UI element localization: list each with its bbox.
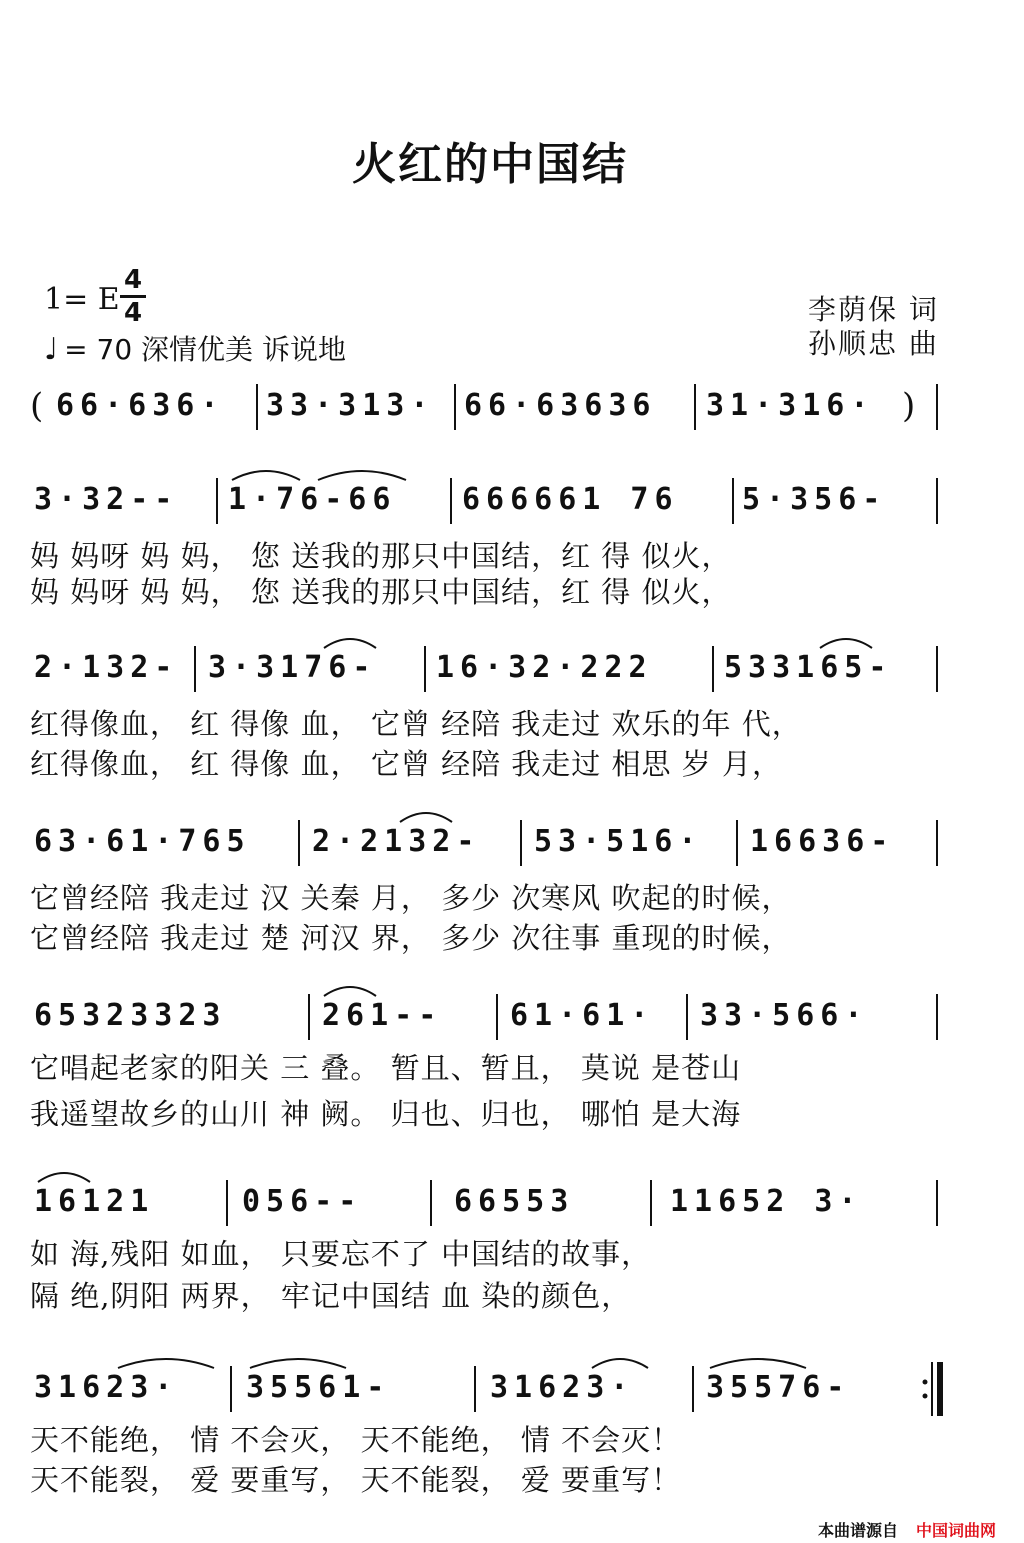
lyric-verse-1: 红得像血， 红 得像 血， 它曾 经陪 我走过 欢乐的年 代，	[30, 707, 802, 741]
bar-line	[298, 820, 300, 866]
lyric-verse-1: 妈 妈呀 妈 妈， 您 送我的那只中国结，红 得 似火，	[30, 539, 732, 573]
bar-line	[736, 820, 738, 866]
bar-line	[450, 478, 452, 524]
bar-line	[694, 384, 696, 430]
intro-measure-2: 33·313·	[266, 388, 435, 423]
measure: 5·356-	[742, 482, 887, 517]
measure: 31623·	[490, 1370, 635, 1405]
measure: 3·32--	[34, 482, 179, 517]
bar-line	[686, 994, 688, 1040]
tempo-marking	[44, 328, 346, 368]
intro-row	[30, 384, 945, 430]
measure: 666661 76	[462, 482, 679, 517]
bar-line	[454, 384, 456, 430]
site-brand-link[interactable]: 中国词曲网	[916, 1521, 997, 1540]
measure: 533165-	[724, 650, 893, 685]
intro-open-paren: (	[30, 386, 44, 426]
bar-line	[230, 1366, 232, 1412]
system-1-notes	[30, 478, 945, 524]
lyric-verse-1: 天不能绝， 情 不会灭， 天不能绝， 情 不会灭！	[30, 1423, 682, 1457]
measure: 16·32·222	[436, 650, 653, 685]
bar-line	[308, 994, 310, 1040]
bar-line	[732, 478, 734, 524]
measure: 1·76-66	[228, 482, 397, 517]
lyricist-credit: 李荫保 词	[808, 293, 939, 326]
bar-line	[496, 994, 498, 1040]
slur	[816, 630, 876, 650]
quarter-note-icon: ♩	[44, 332, 59, 367]
key-signature: 1= E	[44, 282, 120, 317]
slur	[226, 462, 416, 482]
bar-line	[936, 478, 938, 524]
bar-line	[936, 1180, 938, 1226]
lyric-verse-2: 我遥望故乡的山川 神 阙。 归也、归也， 哪怕 是大海	[30, 1097, 742, 1131]
time-signature-bottom: 4	[123, 298, 143, 328]
bar-line	[520, 820, 522, 866]
system-6-notes	[30, 1366, 945, 1412]
bar-line	[226, 1180, 228, 1226]
measure: 3·3176-	[208, 650, 377, 685]
intro-measure-3: 66·63636	[464, 388, 657, 423]
measure: 056--	[242, 1184, 363, 1219]
system-5-notes	[30, 1180, 945, 1226]
bar-line	[936, 994, 938, 1040]
lyric-verse-2: 它曾经陪 我走过 楚 河汉 界， 多少 次往事 重现的时候，	[30, 921, 792, 955]
bar-line	[936, 820, 938, 866]
intro-measure-4: 31·316·	[706, 388, 875, 423]
slur	[34, 1164, 94, 1184]
measure: 261--	[322, 998, 443, 1033]
lyric-verse-2: 隔 绝,阴阳 两界， 牢记中国结 血 染的颜色，	[30, 1279, 632, 1313]
slur	[246, 1350, 350, 1370]
measure: 2·2132-	[312, 824, 481, 859]
slur	[588, 1350, 652, 1370]
measure: 35576-	[706, 1370, 851, 1405]
slur	[320, 630, 380, 650]
time-signature-top: 4	[123, 265, 143, 295]
bar-line	[194, 646, 196, 692]
slur	[114, 1350, 218, 1370]
measure: 16121	[34, 1184, 155, 1219]
system-4-notes	[30, 994, 945, 1040]
bar-line	[424, 646, 426, 692]
lyric-verse-1: 它唱起老家的阳关 三 叠。 暂且、暂且， 莫说 是苍山	[30, 1051, 742, 1085]
slur	[320, 978, 380, 998]
measure: 63·61·765	[34, 824, 251, 859]
measure: 33·566·	[700, 998, 869, 1033]
bar-line	[650, 1180, 652, 1226]
measure: 35561-	[246, 1370, 391, 1405]
source-label: 本曲谱源自	[818, 1521, 899, 1540]
lyric-verse-2: 天不能裂， 爱 要重写， 天不能裂， 爱 要重写！	[30, 1463, 682, 1497]
tempo-text: = 70 深情优美 诉说地	[64, 333, 346, 366]
measure: 2·132-	[34, 650, 179, 685]
bar-line	[712, 646, 714, 692]
lyric-verse-2: 妈 妈呀 妈 妈， 您 送我的那只中国结，红 得 似火，	[30, 575, 732, 609]
measure: 11652 3·	[670, 1184, 863, 1219]
bar-line	[216, 478, 218, 524]
lyric-verse-1: 它曾经陪 我走过 汉 关秦 月， 多少 次寒风 吹起的时候，	[30, 881, 792, 915]
intro-measure-1: 66·636·	[56, 388, 225, 423]
system-2-notes	[30, 646, 945, 692]
slur	[706, 1350, 810, 1370]
bar-line	[936, 646, 938, 692]
measure: 31623·	[34, 1370, 179, 1405]
bar-line	[936, 384, 938, 430]
source-footer	[818, 1518, 996, 1541]
song-title: 火红的中国结	[352, 139, 628, 190]
time-signature	[120, 266, 146, 327]
bar-line	[430, 1180, 432, 1226]
repeat-end-barline	[920, 1362, 946, 1416]
measure: 16636-	[750, 824, 895, 859]
lyric-verse-2: 红得像血， 红 得像 血， 它曾 经陪 我走过 相思 岁 月，	[30, 747, 782, 781]
bar-line	[256, 384, 258, 430]
intro-close-paren: )	[902, 386, 916, 426]
measure: 65323323	[34, 998, 227, 1033]
bar-line	[692, 1366, 694, 1412]
measure: 53·516·	[534, 824, 703, 859]
slur	[396, 804, 456, 824]
lyric-verse-1: 如 海,残阳 如血， 只要忘不了 中国结的故事，	[30, 1237, 652, 1271]
measure: 66553	[454, 1184, 575, 1219]
composer-credit: 孙顺忠 曲	[808, 327, 939, 360]
system-3-notes	[30, 820, 945, 866]
measure: 61·61·	[510, 998, 655, 1033]
bar-line	[474, 1366, 476, 1412]
